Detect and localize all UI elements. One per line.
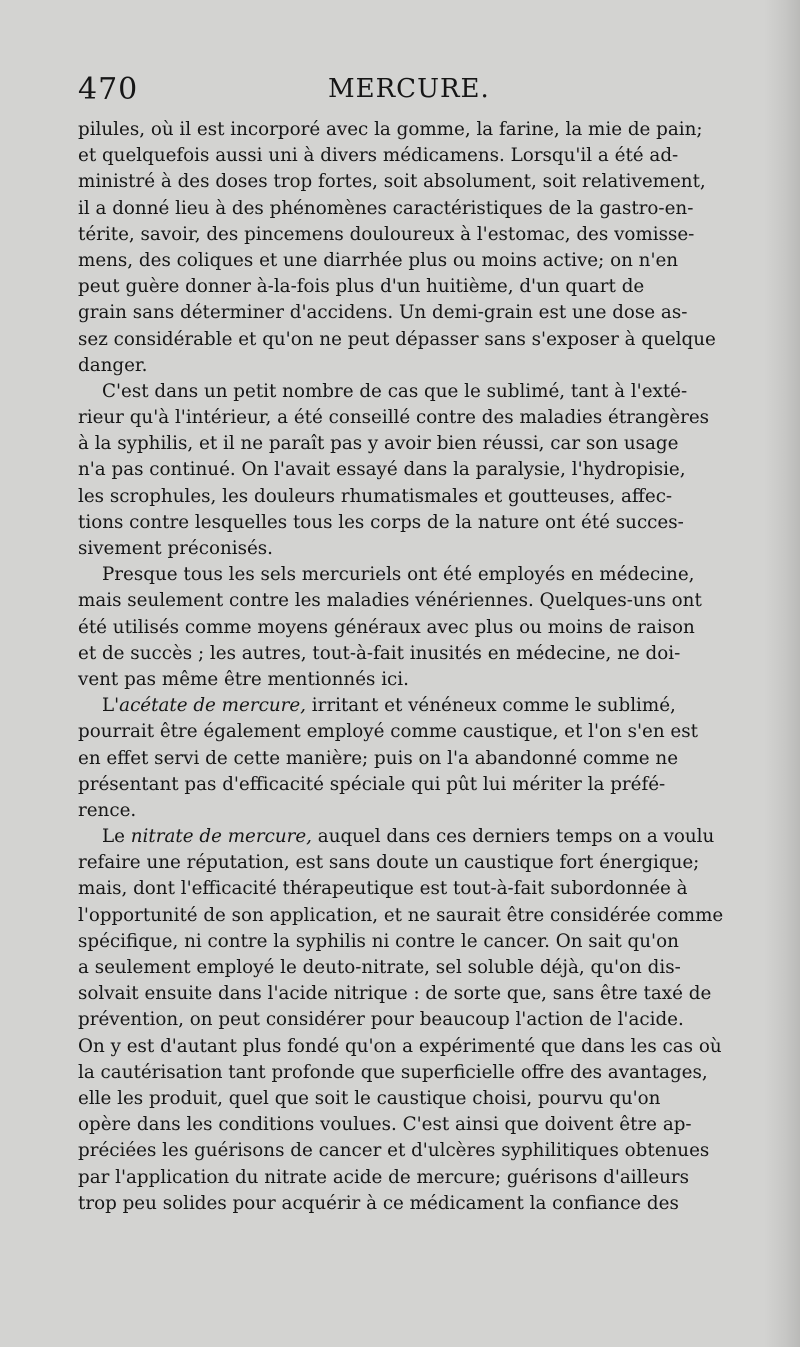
text-line — [78, 353, 723, 379]
text-line — [78, 588, 723, 614]
line-text: l'opportunité de son application, et ne saurait être considérée comme — [78, 904, 724, 926]
line-text: et quelquefois aussi uni à divers médicamens. Lorsqu'il a été ad- — [78, 145, 679, 167]
text-line — [78, 300, 723, 326]
line-text: irritant et vénéneux comme le sublimé, — [305, 695, 676, 717]
text-line — [78, 457, 723, 483]
line-text: présentant pas d'efficacité spéciale qui pût lui mériter la préfé- — [78, 773, 666, 795]
line-text: n'a pas continué. On l'avait essayé dans la paralysie, l'hydropisie, — [78, 459, 686, 481]
text-line — [78, 143, 723, 169]
line-text: vent pas même être mentionnés ici. — [78, 668, 409, 690]
text-line — [78, 1191, 723, 1217]
text-line — [78, 562, 723, 588]
line-text: trop peu solides pour acquérir à ce médicament la confiance des — [78, 1192, 679, 1214]
text-line — [78, 169, 723, 195]
text-line — [78, 667, 723, 693]
line-text: prévention, on peut considérer pour beaucoup l'action de l'acide. — [78, 1009, 684, 1031]
line-text: danger. — [78, 354, 148, 376]
line-text: rence. — [78, 799, 137, 821]
italic-term: nitrate de mercure, — [130, 826, 312, 848]
text-line — [78, 222, 723, 248]
line-text: sez considérable et qu'on ne peut dépasser sans s'exposer à quelque — [78, 328, 716, 350]
text-line — [78, 903, 724, 929]
text-line — [78, 196, 723, 222]
text-line — [78, 327, 723, 353]
text-line — [78, 405, 723, 431]
text-line — [78, 484, 723, 510]
line-text: ministré à des doses trop fortes, soit absolument, soit relativement, — [78, 171, 706, 193]
line-text: préciées les guérisons de cancer et d'ulcères syphilitiques obtenues — [78, 1140, 710, 1162]
line-text: à la syphilis, et il ne paraît pas y avoir bien réussi, car son usage — [78, 433, 679, 455]
text-line — [78, 431, 723, 457]
text-line — [78, 1060, 723, 1086]
text-line — [78, 1165, 723, 1191]
line-text: tions contre lesquelles tous les corps de la nature ont été succes- — [78, 511, 684, 533]
line-text: refaire une réputation, est sans doute un caustique fort énergique; — [78, 852, 700, 874]
line-text: auquel dans ces derniers temps on a voulu — [311, 826, 715, 848]
text-line — [78, 1034, 723, 1060]
line-text: térite, savoir, des pincemens douloureux à l'estomac, des vomisse- — [78, 223, 695, 245]
text-line — [78, 536, 723, 562]
text-line — [78, 746, 723, 772]
line-text: il a donné lieu à des phénomènes caractéristiques de la gastro-en- — [78, 197, 694, 219]
line-text: C'est dans un petit nombre de cas que le sublimé, tant à l'exté- — [102, 380, 688, 402]
text-line — [78, 379, 723, 405]
body-text — [78, 117, 723, 1217]
line-text: opère dans les conditions voulues. C'est ainsi que doivent être ap- — [78, 1114, 692, 1136]
line-text: été utilisés comme moyens généraux avec plus ou moins de raison — [78, 616, 695, 638]
text-line — [78, 719, 723, 745]
text-line — [78, 615, 723, 641]
text-line — [78, 248, 723, 274]
page-number: 470 — [78, 72, 139, 107]
line-text: elle les produit, quel que soit le caustique choisi, pourvu qu'on — [78, 1087, 661, 1109]
text-line — [78, 1086, 723, 1112]
text-line — [78, 641, 723, 667]
line-text: rieur qu'à l'intérieur, a été conseillé contre des maladies étrangères — [78, 407, 710, 429]
line-prefix: L' — [102, 695, 120, 717]
text-line — [78, 1138, 723, 1164]
text-line — [78, 510, 723, 536]
text-line — [78, 1112, 723, 1138]
line-text: Presque tous les sels mercuriels ont été employés en médecine, — [102, 564, 695, 586]
line-text: et de succès ; les autres, tout-à-fait inusités en médecine, ne doi- — [78, 642, 681, 664]
text-line — [78, 850, 723, 876]
text-line — [78, 824, 723, 850]
line-text: mens, des coliques et une diarrhée plus ou moins active; on n'en — [78, 249, 679, 271]
text-line — [78, 772, 723, 798]
line-text: spécifique, ni contre la syphilis ni contre le cancer. On sait qu'on — [78, 930, 679, 952]
line-text: grain sans déterminer d'accidens. Un demi-grain est une dose as- — [78, 302, 688, 324]
line-text: On y est d'autant plus fondé qu'on a expérimenté que dans les cas où — [78, 1035, 722, 1057]
line-text: mais, dont l'efficacité thérapeutique est tout-à-fait subordonnée à — [78, 878, 688, 900]
line-text: sivement préconisés. — [78, 538, 273, 559]
text-line — [78, 1007, 723, 1033]
line-text: la cautérisation tant profonde que superficielle offre des avantages, — [78, 1061, 708, 1083]
text-line — [78, 798, 723, 824]
line-text: par l'application du nitrate acide de mercure; guérisons d'ailleurs — [78, 1166, 690, 1188]
italic-term: acétate de mercure, — [119, 695, 306, 717]
text-line — [78, 929, 723, 955]
line-text: peut guère donner à-la-fois plus d'un huitième, d'un quart de — [78, 276, 645, 298]
line-text: en effet servi de cette manière; puis on l'a abandonné comme ne — [78, 747, 679, 769]
text-line — [78, 955, 723, 981]
line-text: les scrophules, les douleurs rhumatismales et goutteuses, affec- — [78, 485, 673, 507]
line-text: a seulement employé le deuto-nitrate, sel soluble déjà, qu'on dis- — [78, 957, 681, 978]
text-line — [78, 274, 723, 300]
text-line — [78, 876, 723, 902]
page-edge-shadow — [764, 0, 800, 1347]
page-header — [78, 72, 758, 112]
text-line — [78, 981, 723, 1007]
line-text: solvait ensuite dans l'acide nitrique : de sorte que, sans être taxé de — [78, 983, 712, 1005]
running-title: MERCURE. — [328, 74, 490, 104]
text-line — [78, 117, 723, 143]
line-text: pourrait être également employé comme caustique, et l'on s'en est — [78, 721, 698, 743]
text-line — [78, 693, 723, 719]
line-text: pilules, où il est incorporé avec la gomme, la farine, la mie de pain; — [78, 119, 703, 140]
line-text: mais seulement contre les maladies vénériennes. Quelques-uns ont — [78, 590, 702, 612]
line-prefix: Le — [102, 826, 131, 848]
